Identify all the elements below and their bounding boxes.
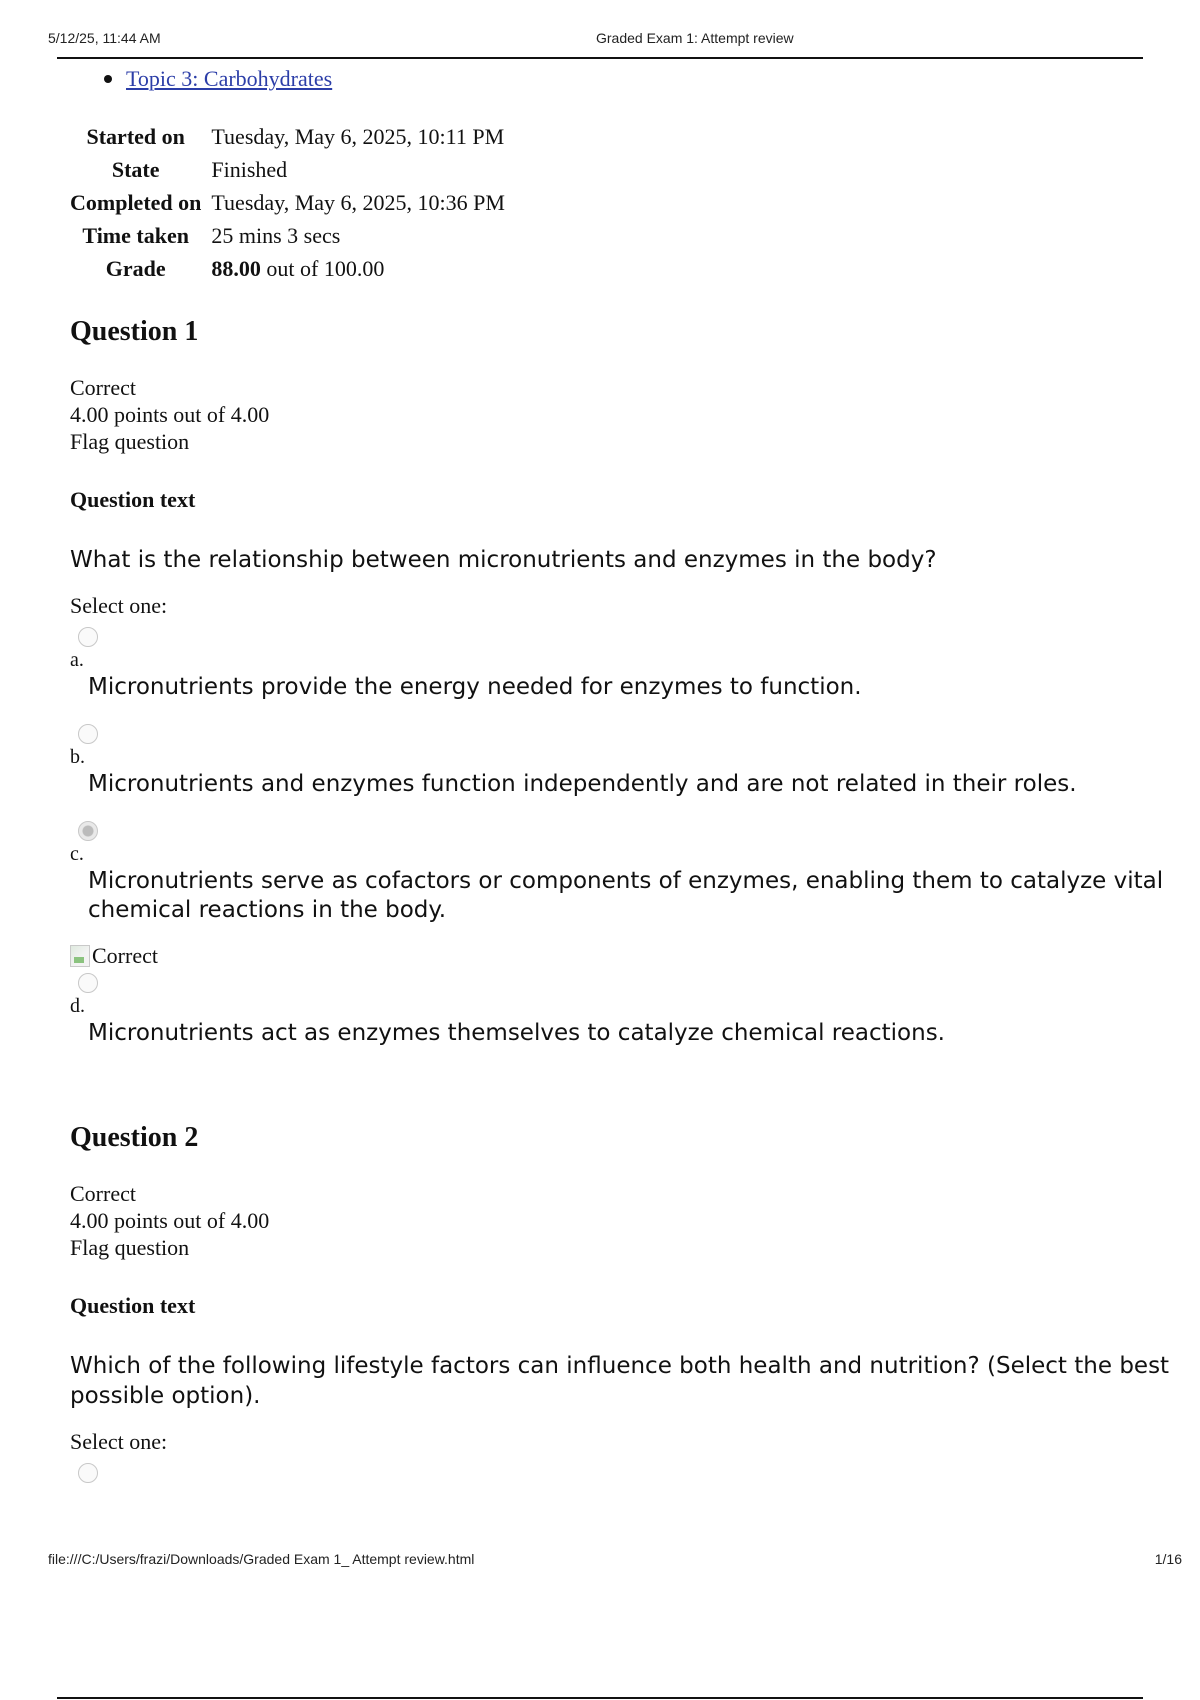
summary-row-state: [70, 153, 505, 186]
radio-button[interactable]: [78, 1463, 98, 1483]
summary-row-time-taken: [70, 219, 505, 252]
breadcrumb: [104, 66, 332, 92]
summary-label: Time taken: [82, 222, 189, 248]
broken-image-icon: [70, 945, 90, 967]
option-text: Micronutrients serve as cofactors or components of enzymes, enabling them to catalyze vital chemical reactions in the body.: [88, 868, 1164, 923]
summary-value: Tuesday, May 6, 2025, 10:36 PM: [211, 189, 505, 215]
feedback-alt-text: Correct: [92, 943, 158, 968]
grade-out-of: out of 100.00: [266, 255, 385, 281]
question-text-label: Question text: [70, 1293, 196, 1318]
print-footer: [48, 1551, 1182, 1571]
option-letter: d.: [70, 995, 85, 1017]
feedback-correct: [70, 943, 1170, 969]
file-path: file:///C:/Users/frazi/Downloads/Graded Exam 1_ Attempt review.html: [48, 1551, 475, 1567]
answer-option-a[interactable]: [70, 627, 1170, 702]
question-points: 4.00 points out of 4.00: [70, 1208, 270, 1233]
question-info: [70, 374, 1170, 455]
summary-label: State: [111, 156, 160, 182]
header-rule: [57, 57, 1143, 59]
option-text: Micronutrients and enzymes function independently and are not related in their roles.: [88, 771, 1077, 797]
answer-option-c[interactable]: [70, 821, 1170, 925]
question-text: What is the relationship between micronutrients and enzymes in the body?: [70, 547, 937, 573]
question-2: [70, 1122, 1170, 1483]
select-one-label: Select one:: [70, 1429, 168, 1454]
radio-button[interactable]: [78, 627, 98, 647]
question-1: [70, 316, 1170, 1048]
radio-button-selected[interactable]: [78, 821, 98, 841]
flag-question-link[interactable]: Flag question: [70, 1235, 190, 1260]
summary-row-completed: [70, 186, 505, 219]
summary-label: Completed on: [70, 189, 202, 215]
question-points: 4.00 points out of 4.00: [70, 402, 270, 427]
summary-value: Finished: [211, 156, 288, 182]
answer-option-d[interactable]: [70, 973, 1170, 1048]
radio-button[interactable]: [78, 724, 98, 744]
question-title: Question 2: [70, 1122, 199, 1153]
answer-option-b[interactable]: [70, 724, 1170, 799]
summary-row-grade: [70, 252, 505, 285]
summary-value: [207, 252, 505, 285]
summary-value: Tuesday, May 6, 2025, 10:11 PM: [211, 123, 505, 149]
footer-rule: [57, 1697, 1143, 1699]
option-letter: b.: [70, 746, 85, 768]
breadcrumb-link-topic[interactable]: Topic 3: Carbohydrates: [126, 66, 333, 91]
select-one-label: Select one:: [70, 593, 168, 618]
option-text: Micronutrients act as enzymes themselves to catalyze chemical reactions.: [88, 1020, 945, 1046]
print-header: [48, 30, 1152, 52]
option-text: Micronutrients provide the energy needed for enzymes to function.: [88, 674, 862, 700]
grade-score: 88.00: [211, 255, 261, 281]
question-text: Which of the following lifestyle factors can influence both health and nutrition? (Select the best possible option).: [70, 1353, 1170, 1409]
page-number: 1/16: [1154, 1551, 1182, 1567]
answer-option-a[interactable]: [70, 1463, 1170, 1483]
option-letter: a.: [70, 649, 84, 671]
question-info: [70, 1180, 1170, 1261]
question-text-label: Question text: [70, 487, 196, 512]
print-page-title: Graded Exam 1: Attempt review: [596, 30, 794, 46]
bullet-icon: [104, 75, 112, 83]
flag-question-link[interactable]: Flag question: [70, 429, 190, 454]
question-state: Correct: [70, 375, 136, 400]
summary-row-started: [70, 120, 505, 153]
option-letter: c.: [70, 843, 84, 865]
summary-label: Started on: [86, 123, 185, 149]
summary-label: Grade: [105, 255, 166, 281]
summary-value: 25 mins 3 secs: [211, 222, 341, 248]
question-state: Correct: [70, 1181, 136, 1206]
attempt-summary-table: [70, 120, 505, 285]
radio-button[interactable]: [78, 973, 98, 993]
question-title: Question 1: [70, 316, 199, 347]
print-datetime: 5/12/25, 11:44 AM: [48, 30, 161, 46]
